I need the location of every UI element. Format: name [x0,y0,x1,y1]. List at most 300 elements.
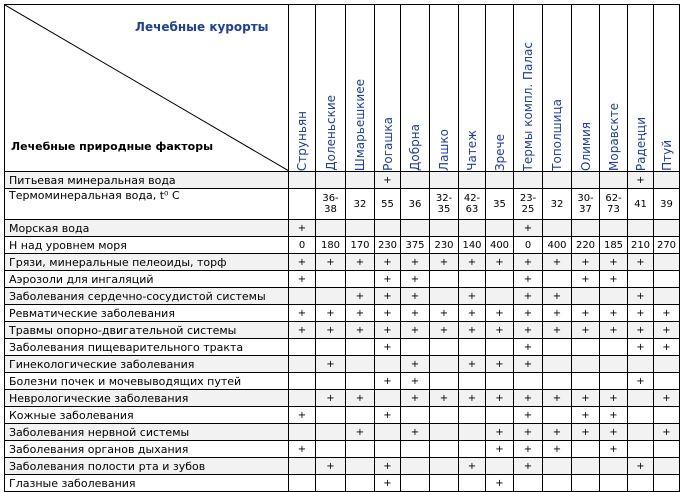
table-cell: + [401,356,430,373]
table-cell: 210 [628,237,654,254]
table-cell: + [289,407,316,424]
table-cell [459,407,486,424]
resort-name: Лашко [437,129,451,171]
table-cell [600,172,628,189]
table-cell: + [346,322,375,339]
table-cell [543,373,572,390]
table-cell: + [486,322,514,339]
table-cell [289,424,316,441]
table-cell: + [459,390,486,407]
table-cell: + [628,322,654,339]
table-cell [486,373,514,390]
table-cell: + [486,305,514,322]
table-cell: + [289,271,316,288]
table-cell: 400 [486,237,514,254]
table-cell: + [401,254,430,271]
resorts-title: Лечебные курорты [135,20,269,34]
table-cell: + [514,356,543,373]
table-cell: + [543,322,572,339]
resort-name: Тополшица [550,99,564,171]
table-cell: + [514,339,543,356]
table-cell [572,441,600,458]
resorts-table [4,4,680,492]
table-cell: + [572,305,600,322]
table-cell [289,288,316,305]
table-cell: + [375,172,401,189]
table-cell [346,373,375,390]
table-cell: + [346,254,375,271]
table-cell [459,339,486,356]
table-cell: + [346,390,375,407]
factor-label: Морская вода [5,220,289,237]
table-cell [572,339,600,356]
table-cell: 23-25 [514,189,543,220]
table-row [5,172,680,189]
table-row [5,322,680,339]
table-cell: + [628,172,654,189]
resort-header [289,5,316,172]
table-cell [543,475,572,492]
factor-label: Ревматические заболевания [5,305,289,322]
table-cell [654,356,680,373]
table-cell [486,407,514,424]
resort-name: Моравскте [606,103,621,171]
factor-label: Гинекологические заболевания [5,356,289,373]
factor-label: Неврологические заболевания [5,390,289,407]
resort-header [654,5,680,172]
table-cell: 230 [430,237,459,254]
table-cell [430,271,459,288]
table-cell: 62-73 [600,189,628,220]
table-cell [375,424,401,441]
table-cell: + [514,288,543,305]
table-cell [486,220,514,237]
table-cell [346,339,375,356]
table-cell: + [346,424,375,441]
table-cell [316,475,346,492]
table-cell: + [654,339,680,356]
table-cell: + [375,288,401,305]
table-cell [543,172,572,189]
table-cell [459,424,486,441]
table-cell [600,373,628,390]
table-cell: + [654,322,680,339]
table-cell [459,271,486,288]
table-cell [459,172,486,189]
table-cell: + [316,322,346,339]
table-row [5,288,680,305]
factor-label: Глазные заболевания [5,475,289,492]
table-cell [459,475,486,492]
table-cell [514,172,543,189]
factor-label: Травмы опорно-двигательной системы [5,322,289,339]
table-cell: + [543,305,572,322]
table-cell [572,475,600,492]
table-cell: + [600,390,628,407]
resort-name: Зрече [492,133,507,171]
table-cell: + [401,271,430,288]
table-cell [316,339,346,356]
table-cell: 55 [375,189,401,220]
table-row [5,390,680,407]
table-cell [401,475,430,492]
table-cell: + [316,305,346,322]
table-cell [289,339,316,356]
table-cell: + [375,339,401,356]
table-cell [459,441,486,458]
table-cell: + [316,254,346,271]
table-cell [375,356,401,373]
factor-label: Н над уровнем моря [5,237,289,254]
table-cell [401,458,430,475]
table-cell [486,339,514,356]
table-cell: + [654,390,680,407]
table-cell [346,407,375,424]
table-row [5,271,680,288]
table-cell [316,288,346,305]
table-cell: + [459,322,486,339]
table-cell [486,271,514,288]
table-cell [628,271,654,288]
table-cell: + [514,322,543,339]
table-cell: + [316,356,346,373]
table-cell: + [600,441,628,458]
resort-name: Струньян [295,110,309,171]
table-cell [316,407,346,424]
table-cell: 36 [401,189,430,220]
table-cell [430,356,459,373]
table-cell: + [375,475,401,492]
table-cell: + [543,288,572,305]
resort-header [600,5,628,172]
table-cell [289,189,316,220]
table-cell: + [654,305,680,322]
table-cell: + [459,458,486,475]
table-cell: + [572,390,600,407]
table-row [5,441,680,458]
table-cell: + [514,271,543,288]
table-cell: + [459,254,486,271]
table-cell [346,458,375,475]
table-cell [654,407,680,424]
table-cell [654,172,680,189]
table-cell: 36-38 [316,189,346,220]
resort-name: Термы компл. Палас [521,41,535,171]
table-cell [401,339,430,356]
factor-label: Заболевания сердечно-сосудистой системы [5,288,289,305]
table-cell [316,424,346,441]
table-cell: + [430,254,459,271]
table-cell [654,254,680,271]
table-row [5,254,680,271]
table-cell [600,356,628,373]
factor-label: Заболевания органов дыхания [5,441,289,458]
table-cell [289,356,316,373]
table-cell: + [628,373,654,390]
table-cell [375,390,401,407]
table-cell [600,288,628,305]
resort-header [375,5,401,172]
table-cell [459,220,486,237]
table-cell: 39 [654,189,680,220]
table-cell [543,356,572,373]
table-cell [289,172,316,189]
factor-label: Аэрозоли для ингаляций [5,271,289,288]
factor-label: Заболевания пищеварительного тракта [5,339,289,356]
resort-header [628,5,654,172]
table-cell: 270 [654,237,680,254]
table-cell [543,339,572,356]
resort-name: Рогашка [380,117,395,171]
table-cell [543,458,572,475]
table-cell: + [375,407,401,424]
table-cell [346,271,375,288]
table-cell: + [543,441,572,458]
resort-header [514,5,543,172]
table-cell [600,220,628,237]
resort-header [430,5,459,172]
table-cell: + [486,254,514,271]
table-cell [486,458,514,475]
table-cell: + [572,271,600,288]
table-cell: + [600,305,628,322]
resort-header [572,5,600,172]
table-cell: + [600,424,628,441]
table-row [5,356,680,373]
table-cell: + [316,458,346,475]
table-cell [401,172,430,189]
table-cell: + [375,271,401,288]
table-cell: 35 [486,189,514,220]
table-cell: + [628,288,654,305]
factors-title: Лечебные природные факторы [11,140,214,153]
table-cell [486,172,514,189]
resort-header [401,5,430,172]
table-cell: 42-63 [459,189,486,220]
table-cell: + [572,322,600,339]
table-row [5,475,680,492]
table-cell [654,458,680,475]
table-cell [628,475,654,492]
table-cell [572,356,600,373]
table-cell: + [628,339,654,356]
table-cell: 230 [375,237,401,254]
table-cell: + [514,458,543,475]
table-cell: + [401,305,430,322]
table-cell: + [401,322,430,339]
table-cell: 0 [514,237,543,254]
resort-header [543,5,572,172]
table-cell [654,373,680,390]
table-cell [654,475,680,492]
table-cell: 140 [459,237,486,254]
factor-label: Заболевания полости рта и зубов [5,458,289,475]
table-cell: + [628,458,654,475]
factor-label: Питьевая минеральная вода [5,172,289,189]
table-cell [572,172,600,189]
table-cell [543,271,572,288]
table-cell: 375 [401,237,430,254]
factor-label: Кожные заболевания [5,407,289,424]
table-cell [543,220,572,237]
table-cell [572,220,600,237]
table-cell [628,424,654,441]
table-cell: + [600,407,628,424]
table-cell: + [514,390,543,407]
table-cell: 185 [600,237,628,254]
table-cell: + [572,424,600,441]
table-cell: + [375,458,401,475]
table-cell: 32 [346,189,375,220]
table-cell [289,475,316,492]
table-cell [628,390,654,407]
table-cell: + [600,271,628,288]
table-cell [316,441,346,458]
table-cell: + [514,305,543,322]
table-cell [430,288,459,305]
table-cell [346,475,375,492]
factor-label: Термоминеральная вода, t⁰ С [5,189,289,220]
table-cell [572,373,600,390]
table-cell: + [289,305,316,322]
table-cell [375,441,401,458]
table-cell: + [459,305,486,322]
table-cell [654,271,680,288]
table-cell [486,288,514,305]
table-cell: + [346,305,375,322]
table-cell: + [401,288,430,305]
factor-label: Заболевания нервной системы [5,424,289,441]
factor-label: Болезни почек и мочевыводящих путей [5,373,289,390]
table-row [5,189,680,220]
table-cell [628,441,654,458]
table-cell: + [289,322,316,339]
table-cell [430,373,459,390]
table-cell: + [430,305,459,322]
table-cell: + [459,356,486,373]
table-row [5,237,680,254]
table-cell: + [375,373,401,390]
table-cell [430,475,459,492]
resort-name: Олимия [578,122,593,171]
table-cell [628,407,654,424]
resort-name: Радеңци [633,116,648,171]
table-row [5,424,680,441]
table-row [5,407,680,424]
table-cell: + [289,441,316,458]
factor-label: Грязи, минеральные пелеоиды, торф [5,254,289,271]
table-cell [375,220,401,237]
table-cell: 32-35 [430,189,459,220]
table-cell: + [401,424,430,441]
table-row [5,458,680,475]
table-cell: + [628,305,654,322]
table-cell [346,441,375,458]
table-cell [430,339,459,356]
table-cell: + [289,220,316,237]
table-cell: + [430,390,459,407]
table-cell: + [375,254,401,271]
table-cell: + [514,254,543,271]
table-cell [430,441,459,458]
table-cell: + [543,424,572,441]
corner-cell [5,5,289,172]
table-cell: + [486,390,514,407]
table-cell [289,390,316,407]
table-cell [430,424,459,441]
table-cell [430,172,459,189]
resort-header [316,5,346,172]
table-cell: + [316,390,346,407]
table-cell [514,475,543,492]
table-cell: + [401,390,430,407]
table-cell [316,271,346,288]
table-cell: + [401,373,430,390]
table-cell: + [572,254,600,271]
table-cell [600,475,628,492]
table-cell [430,407,459,424]
table-cell [572,458,600,475]
resort-name: Птуй [659,140,674,171]
resort-name: Чатеж [465,130,479,171]
table-row [5,305,680,322]
table-cell: + [514,441,543,458]
table-cell [459,373,486,390]
table-cell: 220 [572,237,600,254]
table-cell [654,220,680,237]
resort-header [459,5,486,172]
table-cell: 400 [543,237,572,254]
table-cell: + [514,220,543,237]
table-cell: 41 [628,189,654,220]
table-cell [401,220,430,237]
table-cell: + [543,254,572,271]
table-cell [346,220,375,237]
table-cell [628,220,654,237]
table-cell: + [514,407,543,424]
table-cell [401,407,430,424]
table-cell [430,220,459,237]
table-cell: + [543,390,572,407]
table-row [5,339,680,356]
table-cell [654,288,680,305]
table-cell: + [572,407,600,424]
table-cell [316,172,346,189]
table-cell [654,441,680,458]
resort-name: Доленьские [323,95,338,171]
header-row [5,5,680,172]
table-cell [289,458,316,475]
table-cell [346,356,375,373]
table-cell: + [628,254,654,271]
resort-name: Шмарьешкиее [353,78,367,171]
table-row [5,220,680,237]
table-cell [401,441,430,458]
table-cell [600,458,628,475]
table-cell [316,220,346,237]
table-cell: + [486,475,514,492]
resort-name: Добрна [408,124,422,171]
table-cell: + [430,322,459,339]
table-cell: + [486,356,514,373]
table-cell: + [459,288,486,305]
table-cell: + [289,254,316,271]
table-cell [628,356,654,373]
table-cell [430,458,459,475]
table-cell [600,339,628,356]
table-cell [346,172,375,189]
table-cell [514,373,543,390]
